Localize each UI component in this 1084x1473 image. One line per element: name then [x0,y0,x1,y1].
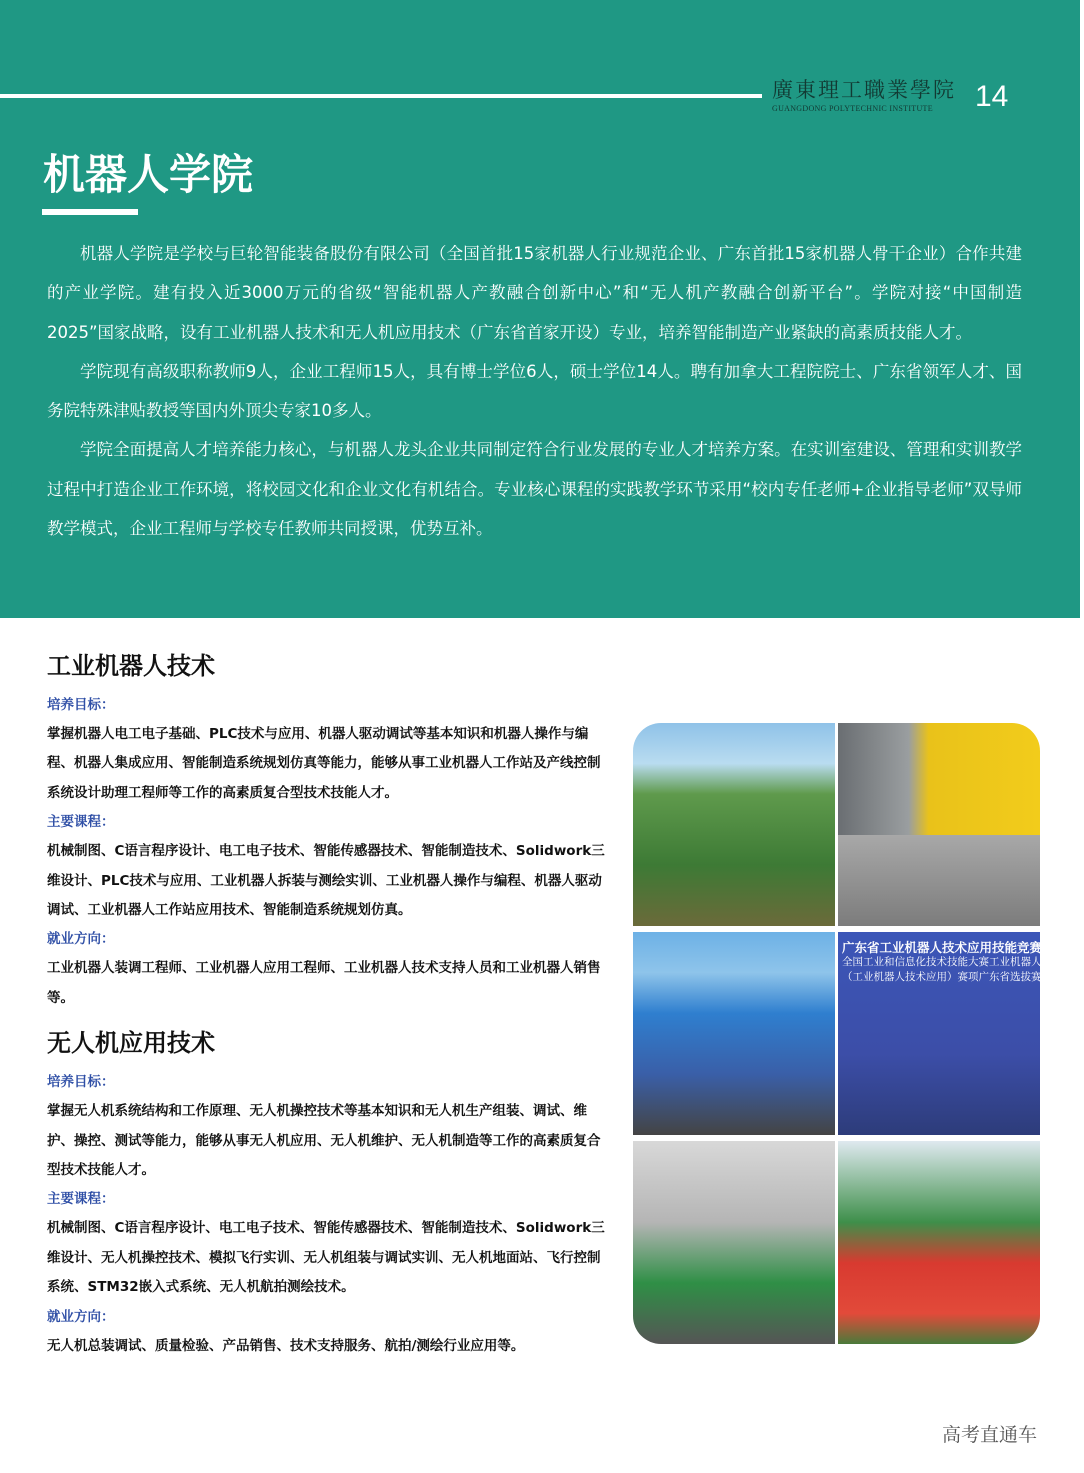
banner-line: 全国工业和信息化技术技能大赛工业机器人系统运维 [842,956,1084,968]
career-text: 无人机总装调试、质量检验、产品销售、技术支持服务、航拍/测绘行业应用等。 [47,1337,525,1354]
photo-team-flag [838,1141,1040,1344]
intro-paragraph: 机器人学院是学校与巨轮智能装备股份有限公司（全国首批15家机器人行业规范企业、广东首批15家机器人骨干企业）合作共建的产业学院。建有投入近3000万元的省级“智能机器人产教融合创新中心”和“无人机产教融合创新平台”。学院对接“中国制造2025”国家战略，设有工业机器人技术和无人机应用技术（广东省首家开设）专业，培养智能制造产业紧缺的高素质技能人才。 [47,244,1022,342]
career-label: 就业方向： [47,931,115,948]
photo-robot-workshop [633,1141,835,1344]
goal-label: 培养目标： [47,1074,115,1091]
major-drone [47,1029,612,1361]
page-number: 14 [975,80,1009,113]
logo-cn: 廣東理工職業學院 [772,78,956,102]
intro-text [47,234,1022,548]
banner-line: （工业机器人技术应用）赛项广东省选拔赛 [842,971,1042,983]
photo-competition [838,932,1084,1135]
title-underline [42,209,138,215]
major-title: 工业机器人技术 [47,652,215,680]
banner-line: 广东省工业机器人技术应用技能竞赛 [842,940,1043,955]
goal-text: 掌握无人机系统结构和工作原理、无人机操控技术等基本知识和无人机生产组装、调试、维护、操控、测试等能力，能够从事无人机应用、无人机维护、无人机制造等工作的高素质复合型技术技能人才。 [47,1103,601,1179]
courses-text: 机械制图、C语言程序设计、电工电子技术、智能传感器技术、智能制造技术、Solidwork三维设计、无人机操控技术、模拟飞行实训、无人机组装与调试实训、无人机地面站、飞行控制系统、STM32嵌入式系统、无人机航拍测绘技术。 [47,1220,605,1296]
intro-paragraph: 学院全面提高人才培养能力核心，与机器人龙头企业共同制定符合行业发展的专业人才培养方案。在实训室建设、管理和实训教学过程中打造企业工作环境，将校园文化和企业文化有机结合。专业核心课程的实践教学环节采用“校内专任老师+企业指导老师”双导师教学模式，企业工程师与学校专任教师共同授课，优势互补。 [47,440,1022,539]
page-title: 机器人学院 [43,150,254,199]
career-text: 工业机器人装调工程师、工业机器人应用工程师、工业机器人技术支持人员和工业机器人销售等。 [47,960,601,1006]
goal-label: 培养目标： [47,697,115,713]
school-logo [772,78,964,113]
courses-text: 机械制图、C语言程序设计、电工电子技术、智能传感器技术、智能制造技术、Solidwork三维设计、PLC技术与应用、工业机器人拆装与测绘实训、工业机器人操作与编程、机器人驱动调试、工业机器人工作站应用技术、智能制造系统规划仿真。 [47,843,605,919]
major-industrial-robot [47,652,612,1013]
major-title: 无人机应用技术 [47,1029,215,1058]
intro-paragraph: 学院现有高级职称教师9人，企业工程师15人，具有博士学位6人，硕士学位14人。聘有加拿大工程院院士、广东省领军人才、国务院特殊津贴教授等国内外顶尖专家10多人。 [47,361,1022,421]
career-label: 就业方向： [47,1308,115,1325]
courses-label: 主要课程： [47,814,115,831]
watermark: 高考直通车 [942,1424,1038,1446]
logo-en: GUANGDONG POLYTECHNIC INSTITUTE [772,104,933,113]
photo-field-drone-training [633,723,835,926]
courses-label: 主要课程： [47,1191,115,1208]
photo-grid [633,723,1084,1346]
photo-students-award [633,932,835,1135]
majors-column [47,652,612,1361]
competition-banner [842,940,1084,985]
photo-drone-lab [838,723,1040,926]
goal-text: 掌握机器人电工电子基础、PLC技术与应用、机器人驱动调试等基本知识和机器人操作与编程、机器人集成应用、智能制造系统规划仿真等能力，能够从事工业机器人工作站及产线控制系统设计助理工程师等工作的高素质复合型技术技能人才。 [47,726,601,801]
header-divider [0,94,762,98]
